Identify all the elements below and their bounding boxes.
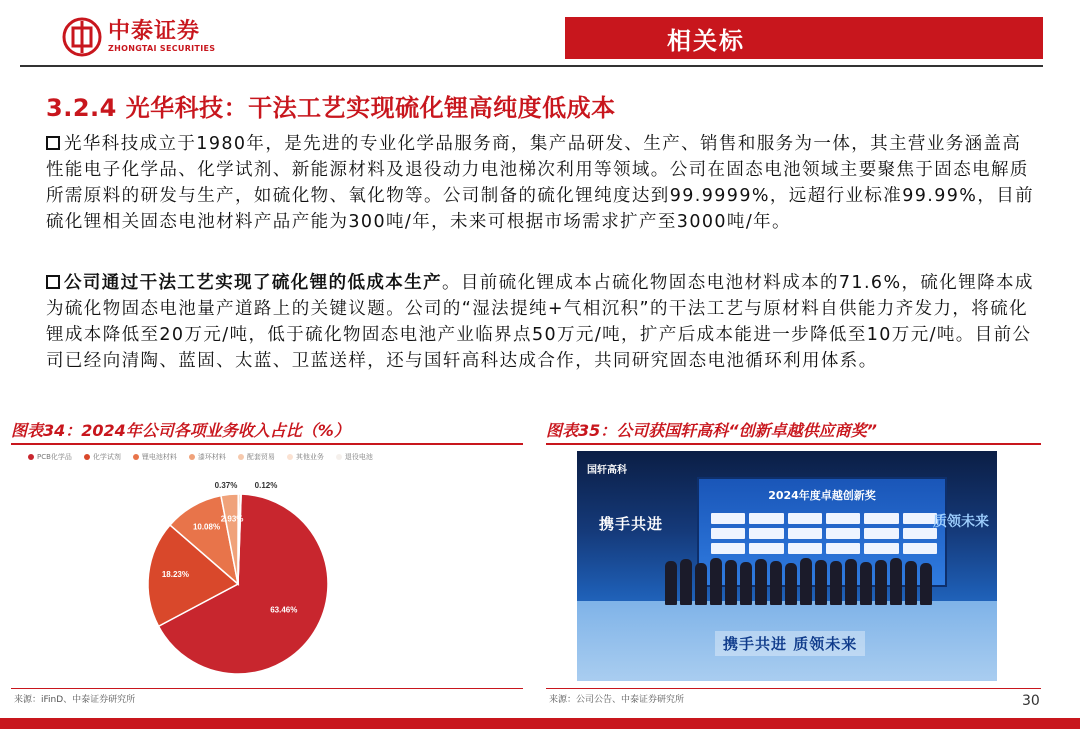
figure-35-title: 图表35：公司获国轩高科“创新卓越供应商奖” (546, 421, 877, 440)
award-ceremony-photo (577, 451, 997, 681)
bullet-box-icon (46, 275, 60, 289)
paragraph-dry-process (46, 270, 1036, 374)
legend-label: 化学试剂 (92, 453, 121, 461)
header-tag: 相关标 (565, 17, 1043, 59)
legend-label: 其他业务 (295, 453, 324, 461)
section-title: 3.2.4 光华科技：干法工艺实现硫化锂高纯度低成本 (46, 94, 616, 122)
photo-sponsor-logos (711, 513, 937, 554)
pie-slice-label: 2.93% (220, 514, 244, 524)
paragraph-company-intro (46, 131, 1036, 235)
legend-item (238, 452, 275, 462)
pie-slice-label: 10.08% (192, 522, 221, 532)
legend-label: PCB化学品 (37, 453, 72, 461)
company-logo (62, 17, 215, 57)
figure-34-source: 来源：iFinD、中泰证券研究所 (14, 695, 136, 705)
legend-swatch (287, 454, 293, 460)
photo-floor-text: 携手共进 质领未来 (715, 631, 865, 656)
pie-slice-label: 0.37% (214, 481, 238, 490)
photo-screen-title: 2024年度卓越创新奖 (768, 489, 876, 502)
pie-slice-label: 18.23% (161, 569, 189, 579)
figure-34-top-rule (11, 443, 523, 445)
paragraph-1-text: 光华科技成立于1980年，是先进的专业化学品服务商，集产品研发、生产、销售和服务为一体，其主营业务涵盖高性能电子化学品、化学试剂、新能源材料及退役动力电池梯次利用等领域。公司在固态电池领域主要聚焦于固态电解质所需原料的研发与生产，如硫化物、氧化物等。公司制备的硫化锂纯度达到99.9999%，远超行业标准99.99%，目前硫化锂相关固态电池材料产品产能为300吨/年，未来可根据市场需求扩产至3000吨/年。 (46, 134, 1035, 232)
legend-item (84, 452, 121, 462)
paragraph-2-text: 。目前硫化锂成本占硫化物固态电池材料成本的71.6%，硫化锂降本成为硫化物固态电池量产道路上的关键议题。公司的“湿法提纯+气相沉积”的干法工艺与原材料自供能力齐发力，将硫化锂成本降低至20万元/吨，低于硫化物固态电池产业临界点50万元/吨，扩产后成本能进一步降低至10万元/吨。目前公司已经向清陶、蓝固、太蓝、卫蓝送样，还与国轩高科达成合作，共同研究固态电池循环利用体系。 (46, 273, 1034, 371)
header-divider (20, 65, 1043, 67)
legend-item (336, 452, 373, 462)
pie-legend (28, 452, 373, 462)
legend-label: 漆环材料 (197, 453, 226, 461)
legend-label: 退役电池 (344, 453, 373, 461)
logo-english-name: ZHONGTAI SECURITIES (108, 44, 216, 53)
photo-slogan-left: 携手共进 (599, 515, 664, 533)
figure-35-source: 来源：公司公告、中泰证券研究所 (549, 695, 685, 705)
figure-35-bottom-rule (546, 688, 1041, 689)
legend-swatch (238, 454, 244, 460)
pie-slice-label: 0.12% (254, 481, 278, 490)
legend-item (28, 452, 72, 462)
logo-chinese-name: 中泰证券 (108, 19, 201, 44)
page-number: 30 (1022, 693, 1040, 709)
legend-item (287, 452, 324, 462)
legend-item (133, 452, 177, 462)
legend-label: 配套贸易 (246, 453, 275, 461)
legend-swatch (133, 454, 139, 460)
photo-slogan-right: 质领未来 (933, 514, 989, 530)
figure-35-top-rule (546, 443, 1041, 445)
revenue-pie-chart (140, 462, 340, 677)
footer-bar (0, 718, 1080, 729)
zhongtai-logo-icon (62, 17, 102, 57)
legend-swatch (28, 454, 34, 460)
legend-swatch (189, 454, 195, 460)
legend-swatch (84, 454, 90, 460)
legend-swatch (336, 454, 342, 460)
bullet-box-icon (46, 136, 60, 150)
pie-slice-label: 63.46% (270, 605, 298, 615)
legend-item (189, 452, 226, 462)
legend-label: 锂电池材料 (141, 453, 177, 461)
figure-34-bottom-rule (11, 688, 523, 689)
figure-34-title: 图表34：2024年公司各项业务收入占比（%） (11, 421, 350, 440)
paragraph-2-bold: 公司通过干法工艺实现了硫化锂的低成本生产 (64, 273, 442, 293)
photo-brand: 国轩高科 (587, 465, 627, 476)
photo-awardees (665, 557, 965, 605)
